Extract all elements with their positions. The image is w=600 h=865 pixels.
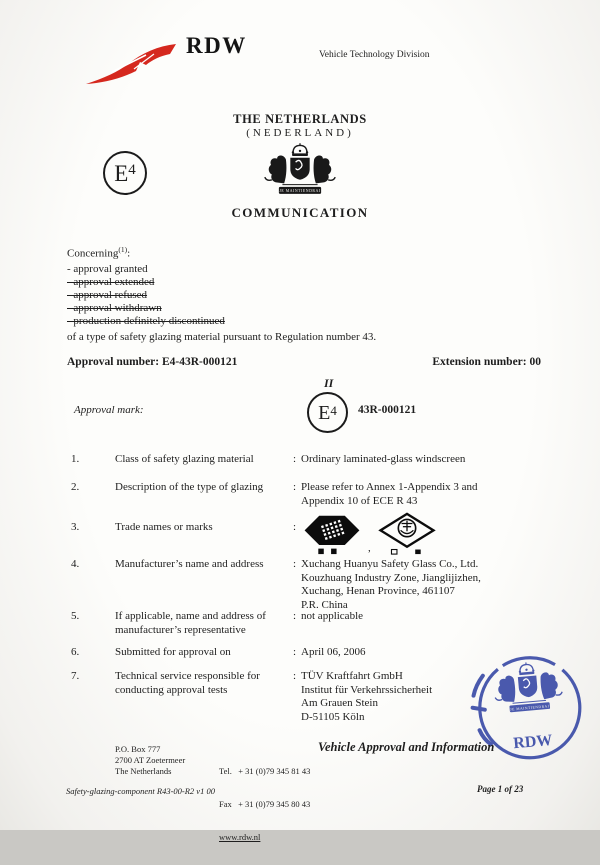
item-label: If applicable, name and address of manufacturer’s representative xyxy=(115,610,266,636)
item-label: Trade names or marks xyxy=(115,521,213,533)
extension-number: Extension number: 00 xyxy=(432,356,541,368)
item-number: 1. xyxy=(71,453,80,465)
footer-tel-line: Tel. + 31 (0)79 345 81 43 xyxy=(219,766,311,776)
concerning-heading xyxy=(67,245,130,260)
concerning-item: - approval withdrawn xyxy=(67,302,162,314)
logo-separator: , xyxy=(368,541,371,554)
mark-e-digit: 4 xyxy=(330,402,337,418)
item-value-line: TÜV Kraftfahrt GmbH xyxy=(301,670,403,682)
footer-address-line: The Netherlands xyxy=(115,766,172,776)
concerning-item: - approval extended xyxy=(67,276,155,288)
item-row-2 xyxy=(71,481,541,508)
concerning-item: - approval granted xyxy=(67,263,148,275)
item-row-3 xyxy=(71,521,541,555)
concerning-item: - production definitely discontinued xyxy=(67,315,225,327)
mark-e-letter: E xyxy=(318,401,331,424)
item-value xyxy=(301,453,541,467)
item-label: Description of the type of glazing xyxy=(115,481,264,493)
approval-mark-label: Approval mark: xyxy=(74,404,144,416)
footer-address-line: P.O. Box 777 xyxy=(115,744,161,754)
item-colon: : xyxy=(293,670,297,682)
footer-website-link: www.rdw.nl xyxy=(219,832,261,842)
item-number: 7. xyxy=(71,670,80,682)
footer-address-line: 2700 AT Zoetermeer xyxy=(115,755,186,765)
item-value-line: Kouzhuang Industry Zone, Jianglijizhen, xyxy=(301,571,481,584)
approval-number: Approval number: E4-43R-000121 xyxy=(67,356,238,368)
item-value xyxy=(301,610,541,637)
item-colon: : xyxy=(293,558,297,570)
item-label: Manufacturer’s name and address xyxy=(115,558,264,570)
division-title: Vehicle Technology Division xyxy=(319,50,430,60)
item-colon: : xyxy=(293,646,297,658)
item-value-line: Xuchang, Henan Province, 461107 xyxy=(301,585,455,597)
huanyu-diamond-mark-icon xyxy=(376,513,438,555)
coat-of-arms-icon xyxy=(256,142,344,200)
footnote-ref: (1) xyxy=(118,245,128,254)
trademark-logos xyxy=(301,513,541,555)
e4-digit: 4 xyxy=(128,161,136,178)
item-number: 3. xyxy=(71,521,80,533)
country-title: THE NETHERLANDS xyxy=(233,112,367,126)
stamp-rdw-text: RDW xyxy=(512,731,554,753)
item-value-line: Appendix 10 of ECE R 43 xyxy=(301,494,418,507)
brand-wordmark: RDW xyxy=(186,33,247,58)
rdw-swoosh-logo-icon xyxy=(84,40,180,88)
item-value xyxy=(301,558,541,612)
approval-mark-number: 43R-000121 xyxy=(358,404,417,416)
item-number: 4. xyxy=(71,558,80,570)
item-value-line: Institut für Verkehrssicherheit xyxy=(301,683,433,696)
concerning-suffix: : xyxy=(127,247,131,260)
concerning-list xyxy=(67,263,225,328)
doc-reference: Safety-glazing-component R43-00-R2 v1 00 xyxy=(66,786,215,796)
item-value-line: P.R. China xyxy=(301,598,348,611)
item-value-line: Please refer to Annex 1-Appendix 3 and xyxy=(301,481,478,493)
item-label: Submitted for approval on xyxy=(115,646,231,658)
page-number: Page 1 of 23 xyxy=(477,784,524,794)
footer-fax-line: Fax + 31 (0)79 345 80 43 xyxy=(219,799,311,809)
approval-mark xyxy=(307,376,477,438)
doc-type-title: COMMUNICATION xyxy=(231,205,369,220)
item-row-1 xyxy=(71,453,541,467)
item-value-line: not applicable xyxy=(301,610,364,622)
item-label: Class of safety glazing material xyxy=(115,453,254,465)
item-value-line: April 06, 2006 xyxy=(301,646,366,658)
e4-letter: E xyxy=(114,160,129,186)
item-colon: : xyxy=(293,481,297,493)
item-number: 6. xyxy=(71,646,80,658)
subject-line: of a type of safety glazing material pursuant to Regulation number 43. xyxy=(67,331,377,343)
item-colon: : xyxy=(293,610,297,622)
item-value-line: Am Grauen Stein xyxy=(301,697,378,709)
footer-contact xyxy=(219,744,310,865)
approval-mark-circle xyxy=(307,392,348,433)
rdw-stamp-icon xyxy=(455,642,599,777)
item-colon: : xyxy=(293,453,297,465)
item-row-5 xyxy=(71,610,541,637)
item-number: 5. xyxy=(71,610,80,622)
country-native-title: (NEDERLAND) xyxy=(246,127,354,139)
item-row-4 xyxy=(71,558,541,612)
item-value-line: Xuchang Huanyu Safety Glass Co., Ltd. xyxy=(301,558,479,570)
huanyu-hexagon-mark-icon xyxy=(301,513,363,555)
item-number: 2. xyxy=(71,481,80,493)
concerning-prefix: Concerning xyxy=(67,247,119,260)
item-value xyxy=(301,481,541,508)
glazing-class-numeral: II xyxy=(324,376,334,390)
footer-department: Vehicle Approval and Information xyxy=(318,740,495,754)
item-value-line: D-51105 Köln xyxy=(301,710,365,723)
e4-mark-badge xyxy=(103,151,147,195)
item-value-line: Ordinary laminated-glass windscreen xyxy=(301,453,466,465)
concerning-item: - approval refused xyxy=(67,289,148,301)
approval-number-row xyxy=(67,356,541,368)
footer-address xyxy=(115,744,185,777)
item-colon: : xyxy=(293,521,297,533)
item-label: Technical service responsible for conducting approval tests xyxy=(115,670,260,696)
